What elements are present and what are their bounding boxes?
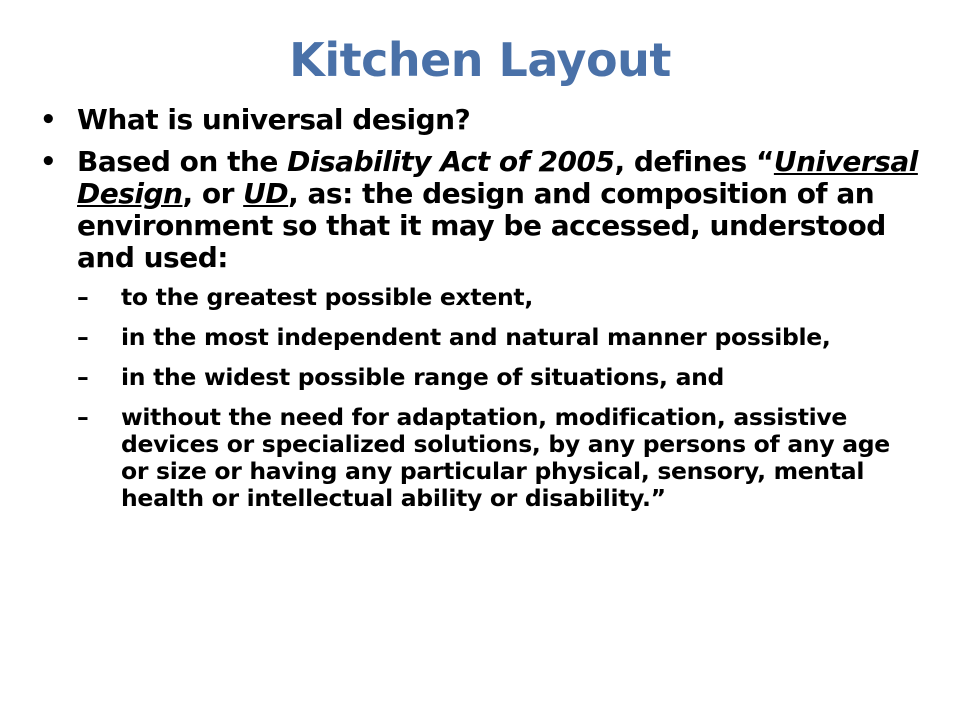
slide-title: Kitchen Layout (289, 33, 671, 87)
universal-design-term: Universal Design (77, 145, 918, 210)
bullet-item (40, 104, 920, 136)
ud-abbreviation: UD (243, 177, 289, 210)
sub-bullet-text: in the most independent and natural manner possible, (121, 323, 831, 351)
dash-marker: – (77, 283, 89, 311)
bullet-marker: • (40, 147, 57, 177)
bullet-text-segment: , defines “ (614, 145, 774, 178)
bullet-item (40, 146, 920, 274)
bullet-marker: • (40, 105, 57, 135)
bullet-text-segment: , or (182, 177, 244, 210)
sub-bullet-item (77, 324, 920, 351)
sub-bullet-text: to the greatest possible extent, (121, 283, 533, 311)
sub-bullet-text: in the widest possible range of situations, and (121, 363, 725, 391)
sub-bullet-item (77, 404, 920, 512)
act-name: Disability Act of 2005 (287, 145, 615, 178)
sub-bullet-item (77, 364, 920, 391)
bullet-text-segment: , as: the design and composition of an environment so that it may be accessed, understood and used: (77, 177, 886, 274)
dash-marker: – (77, 363, 89, 391)
sub-bullet-list (40, 284, 920, 512)
dash-marker: – (77, 323, 89, 351)
sub-bullet-item (77, 284, 920, 311)
slide-body (40, 104, 920, 512)
sub-bullet-text: without the need for adaptation, modification, assistive devices or specialized solutions, by any persons of any age or size or having any particular physical, sensory, mental health or intellectual ability or disability.” (121, 403, 890, 512)
dash-marker: – (77, 403, 89, 431)
bullet-text-segment: Based on the (77, 145, 288, 178)
bullet-text: What is universal design? (77, 103, 471, 136)
